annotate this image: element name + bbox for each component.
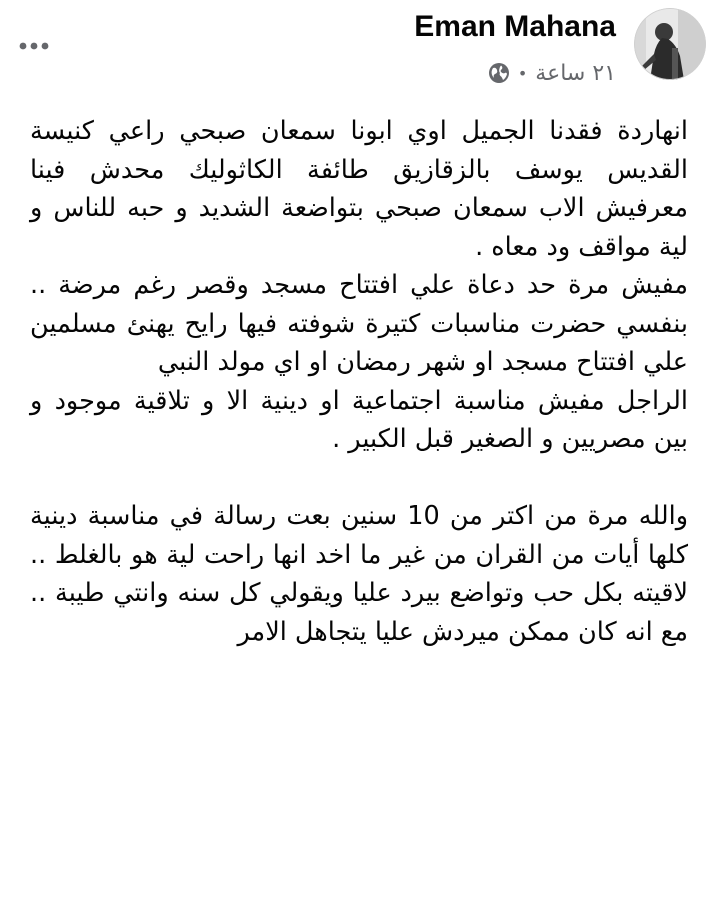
post-paragraph: انهاردة فقدنا الجميل اوي ابونا سمعان صبحي راعي كنيسة القديس يوسف بالزقازيق طائفة الكاثوليك محدش فينا معرفيش الاب سمعان صبحي بتواضعة الشديد و حبه للناس و لية مواقف ود معاه .	[30, 116, 688, 262]
post-body	[30, 112, 688, 651]
more-options-icon	[19, 42, 49, 50]
globe-icon[interactable]	[488, 62, 510, 84]
author-name[interactable]: Eman Mahana	[414, 10, 616, 43]
meta-separator: •	[517, 63, 528, 83]
post-paragraph: الراجل مفيش مناسبة اجتماعية او دينية الا و تلاقية موجود و بين مصريين و الصغير قبل الكبير .	[30, 385, 688, 454]
post-header	[0, 0, 720, 100]
post-meta	[488, 58, 616, 88]
post-paragraph: مفيش مرة حد دعاة علي افتتاح مسجد وقصر رغم مرضة .. بنفسي حضرت مناسبات كتيرة شوفته فيها رايح يهنئ مسلمين علي افتتاح مسجد او شهر رمضان او اي مولد النبي	[30, 270, 688, 377]
avatar-image	[634, 8, 706, 80]
author-avatar[interactable]	[634, 8, 706, 80]
post-paragraph: والله مرة من اكتر من 10 سنين بعت رسالة في مناسبة دينية كلها أيات من القران من غير ما اخد انها راحت لية هو بالغلط .. لاقيته بكل حب وتواضع بيرد عليا ويقولي كل سنه وانتي طيبة .. مع انه كان ممكن ميردش عليا يتجاهل الامر	[30, 501, 689, 647]
paragraph-gap	[30, 459, 688, 498]
post-time[interactable]: ٢١ ساعة	[535, 60, 616, 86]
more-options-button[interactable]	[12, 28, 56, 64]
